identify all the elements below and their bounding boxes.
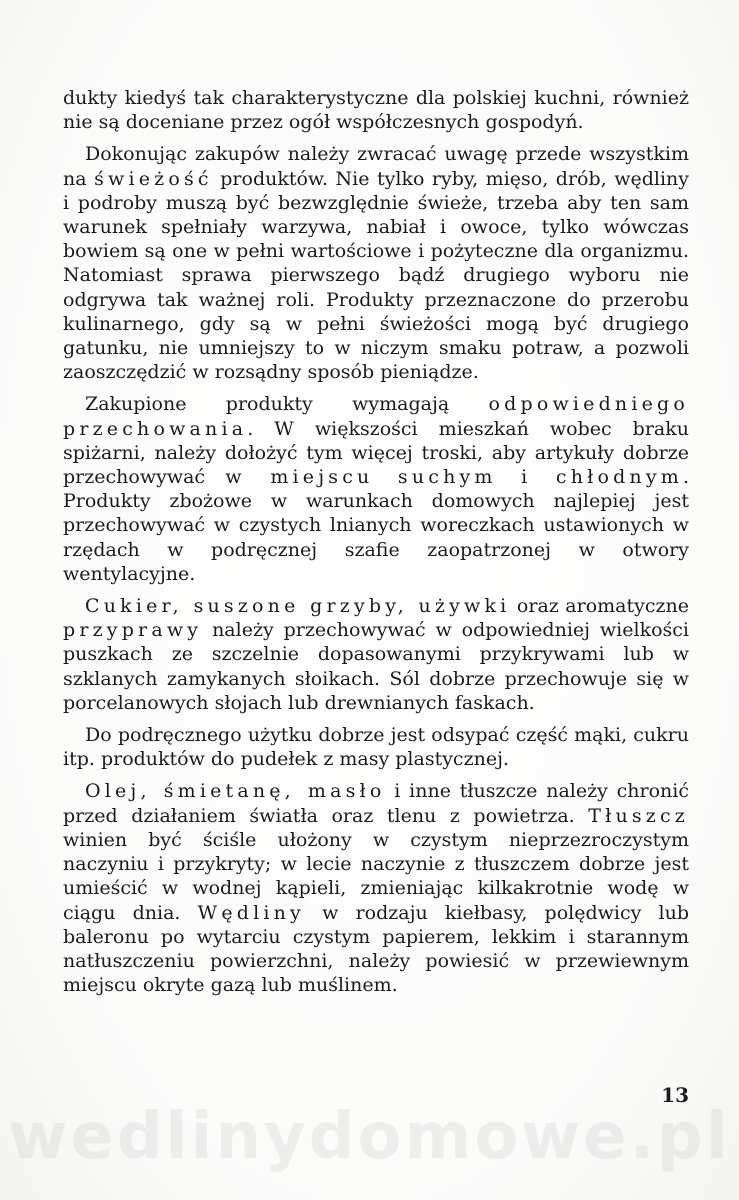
watermark: wedlinydomowe.pl xyxy=(8,1100,731,1174)
paragraph xyxy=(63,142,689,384)
text-run: winien być ściśle ułożony w czystym nieprzezroczystym naczyniu i przykryty; w lecie naczynie z tłuszczem dobrze jest umieścić w wodnej kąpieli, zmieniając kilkakrotnie wodę w ciągu dnia. xyxy=(63,828,689,924)
text-run: Zakupione produkty wymagają xyxy=(85,393,489,416)
paragraph xyxy=(63,86,689,134)
emphasized-term: w miejscu suchym i chłodnym xyxy=(225,466,683,489)
emphasized-term: Tłuszcz xyxy=(588,804,689,827)
paragraph xyxy=(63,723,689,771)
emphasized-term: Cukier, suszone grzyby, używki xyxy=(85,595,511,618)
page-number: 13 xyxy=(661,1083,689,1107)
paragraph xyxy=(63,392,689,586)
text-run: w rodzaju kiełbasy, polędwicy lub baleronu po wytarciu czystym papierem, lekkim i starannym natłuszczeniu powierzchni, należy powiesić w przewiewnym miejscu okryte gazą lub muślinem. xyxy=(63,901,689,997)
emphasized-term: Olej, śmietanę, masło xyxy=(85,780,386,803)
paragraph xyxy=(63,594,689,715)
text-run: oraz aromatyczne xyxy=(510,595,689,618)
emphasized-term: świeżość xyxy=(94,167,213,190)
body-text xyxy=(63,86,689,997)
text-run: Do podręcznego użytku dobrze jest odsypać część mąki, cukru itp. produktów do pudełek z masy plastycznej. xyxy=(63,724,689,771)
text-run: Dokonując zakupów należy zwracać uwagę przede wszystkim na xyxy=(63,143,689,190)
text-run: należy przechowywać w odpowiedniej wielkości puszkach ze szczelnie dopasowanymi przykrywami lub w szklanych zamykanych słoikach. Sól dobrze przechowuje się w porcelanowych słojach lub drewnianych faskach. xyxy=(63,619,689,714)
text-run: . Produkty zbożowe w warunkach domowych najlepiej jest przechowywać w czystych lnianych woreczkach ustawionych w rzędach w podręcznej szafie zaopatrzonej w otwory wentylacyjne. xyxy=(63,466,689,585)
text-run: produktów. Nie tylko ryby, mięso, drób, wędliny i podroby muszą być bezwzględnie świeże, trzeba aby ten sam warunek spełniały warzywa, nabiał i owoce, tylko wówczas bowiem są one w pełni wartościowe i pożyteczne dla organizmu. Natomiast sprawa pierwszego bądź drugiego wyboru nie odgrywa tak ważnej roli. Produkty przeznaczone do przerobu kulinarnego, gdy są w pełni świeżości mogą być drugiego gatunku, nie umniejszy to w niczym smaku potraw, a pozwoli zaoszczędzić w rozsądny sposób pieniądze. xyxy=(63,167,689,384)
emphasized-term: przyprawy xyxy=(63,619,203,642)
emphasized-term: odpowiedniego przechowania xyxy=(63,393,689,440)
text-run: dukty kiedyś tak charakterystyczne dla polskiej kuchni, również nie są doceniane przez ogół współczesnych gospodyń. xyxy=(63,87,689,134)
text-run: . W większości mieszkań wobec braku spiżarni, należy dołożyć tym więcej troski, aby artykuły dobrze przechowywać xyxy=(63,417,689,489)
paragraph xyxy=(63,779,689,997)
emphasized-term: Wędliny xyxy=(197,901,305,924)
text-run: i inne tłuszcze należy chronić przed działaniem światła oraz tlenu z powietrza. xyxy=(63,780,689,827)
